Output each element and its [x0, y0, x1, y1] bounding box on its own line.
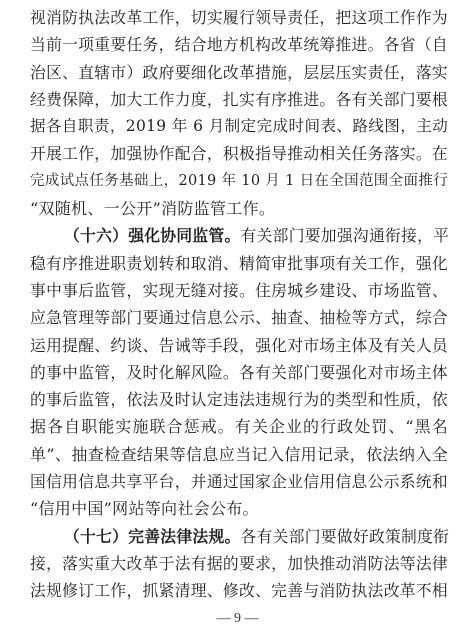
text-line: “信用中国”网站等向社会公布。 [30, 499, 259, 519]
text-line: 接，落实重大改革于法有据的要求，加快推动消防法等法律 [30, 553, 448, 573]
text-line: 开展工作，加强协作配合，积极指导推动相关任务落实。在 [30, 144, 448, 164]
text-line: 的事后监管，依法及时认定违法违规行为的类型和性质，依 [30, 390, 448, 410]
text-line: 的事中监管，及时化解风险。各有关部门要强化对市场主体 [30, 362, 448, 382]
section-heading: （十六）强化协同监管。 [64, 226, 241, 246]
text-line: 据各自职责，2019 年 6 月制定完成时间表、路线图，主动 [30, 117, 448, 136]
section-first-line [30, 523, 448, 550]
text-line: 单”、抽查检查结果等信息应当记入信用记录，依法纳入全 [30, 444, 448, 464]
text-line: 治区、直辖市）政府要细化改革措施，层层压实责任，落实 [30, 62, 448, 82]
body-text [30, 4, 448, 605]
text-line: 当前一项重要任务，结合地方机构改革统筹推进。各省（自 [30, 35, 448, 55]
text-line: 稳有序推进职责划转和取消、精简审批事项有关工作，强化 [30, 253, 448, 273]
section-heading: （十七）完善法律法规。 [64, 526, 241, 546]
page-number: — 9 — [216, 611, 259, 626]
text-line: 完成试点任务基础上，2019 年 10 月 1 日在全国范围全面推行 [30, 172, 448, 189]
section-first-line-text: 各有关部门要做好政策制度衔 [240, 526, 450, 546]
text-line: 视消防执法改革工作，切实履行领导责任，把这项工作作为 [30, 8, 448, 27]
text-line: 运用提醒、约谈、告诫等手段，强化对市场主体及有关人员 [30, 335, 448, 355]
section-first-line [30, 222, 448, 249]
text-line: 事中事后监管，实现无缝对接。住房城乡建设、市场监管、 [30, 280, 448, 300]
text-line: 法规修订工作，抓紧清理、修改、完善与消防执法改革不相 [30, 581, 448, 601]
text-line: 国信用信息共享平台，并通过国家企业信用信息公示系统和 [30, 472, 448, 492]
section-first-line-text: 有关部门要加强沟通衔接，平 [240, 226, 450, 246]
text-line: “双随机、一公开”消防监管工作。 [30, 199, 276, 219]
text-line: 经费保障，加大工作力度，扎实有序推进。各有关部门要根 [30, 89, 448, 109]
text-line: 应急管理等部门要通过信息公示、抽查、抽检等方式，综合 [30, 308, 448, 328]
text-line: 据各自职能实施联合惩戒。有关企业的行政处罚、“黑名 [30, 417, 448, 437]
